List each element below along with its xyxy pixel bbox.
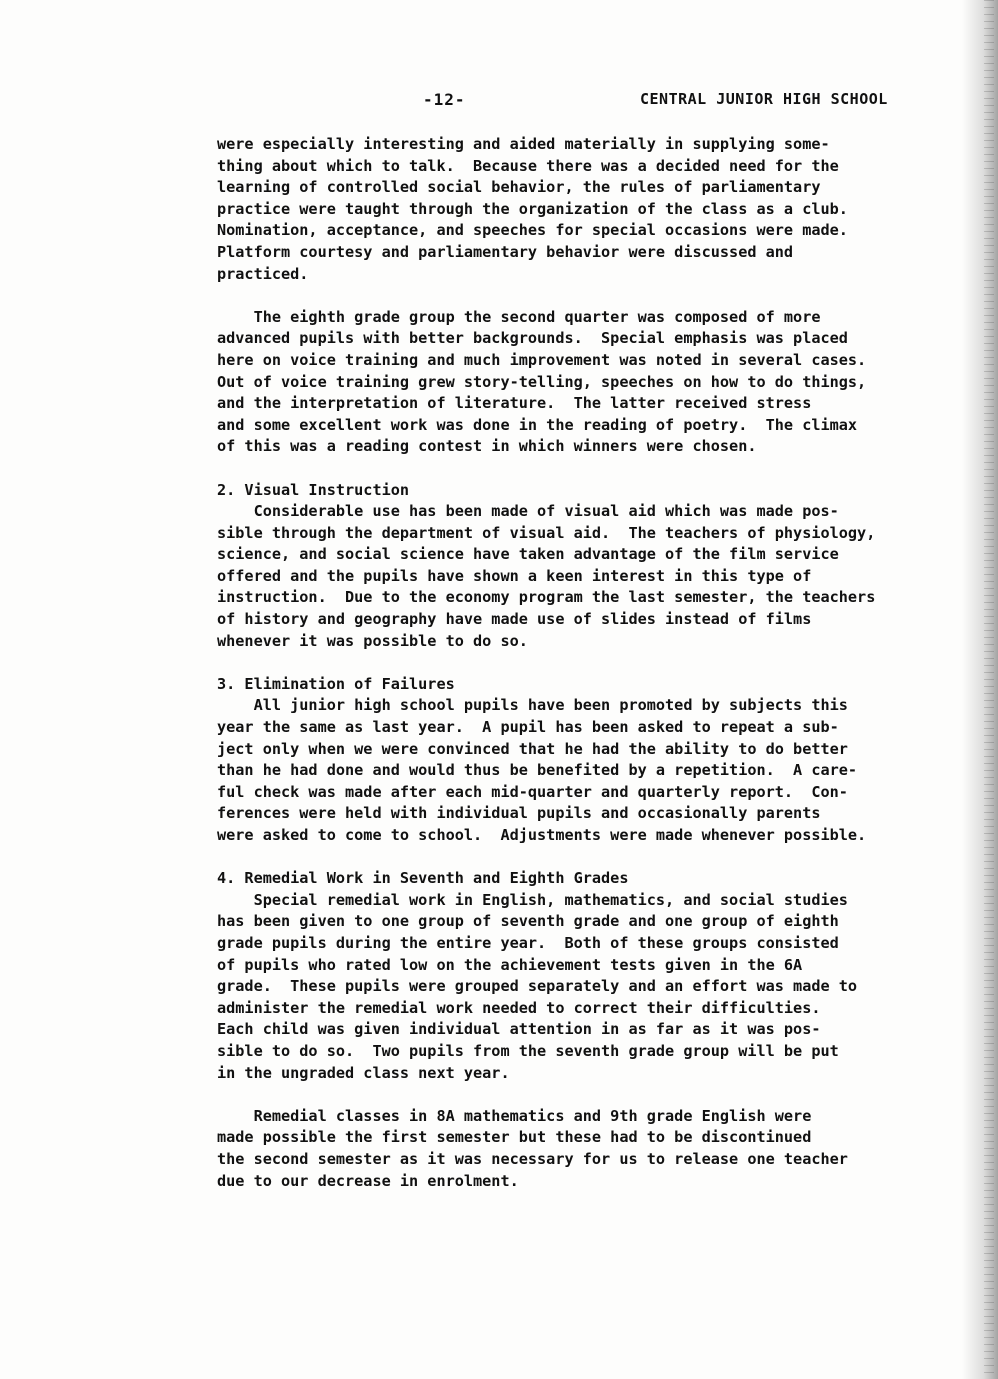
text-line: were asked to come to school. Adjustments were made whenever possible. [217, 826, 867, 844]
text-line: Nomination, acceptance, and speeches for special occasions were made. [217, 221, 848, 240]
page-edge-specks [984, 0, 994, 1379]
text-line: whenever it was possible to do so. [217, 631, 528, 650]
text-line: The eighth grade group the second quarter was composed of more [217, 307, 821, 326]
text-line: were especially interesting and aided materially in supplying some- [217, 135, 830, 153]
text-line: offered and the pupils have shown a keen interest in this type of [217, 566, 812, 585]
text-line: here on voice training and much improvement was noted in several cases. [217, 350, 867, 369]
paragraph-gap [217, 652, 977, 674]
text-line: of this was a reading contest in which winners were chosen. [217, 437, 757, 456]
text-line: Considerable use has been made of visual aid which was made pos- [217, 502, 839, 521]
text-line: practiced. [217, 264, 309, 283]
school-name: CENTRAL JUNIOR HIGH SCHOOL [640, 90, 888, 108]
paragraph-gap [217, 285, 977, 307]
text-line: of history and geography have made use of slides instead of films [217, 610, 812, 629]
text-line: advanced pupils with better backgrounds. Special emphasis was placed [217, 329, 848, 348]
page-number: -12- [423, 90, 466, 109]
text-line: Remedial classes in 8A mathematics and 9th grade English were [217, 1106, 812, 1125]
section-heading: 3. Elimination of Failures [217, 674, 455, 693]
text-line: grade. These pupils were grouped separately and an effort was made to [217, 977, 858, 996]
text-line: than he had done and would thus be benefited by a repetition. A care- [217, 761, 858, 780]
text-line: grade pupils during the entire year. Both of these groups consisted [217, 933, 839, 952]
text-line: Out of voice training grew story-telling, speeches on how to do things, [217, 372, 867, 391]
text-line: Special remedial work in English, mathematics, and social studies [217, 890, 848, 909]
paragraph [217, 134, 977, 285]
text-line: practice were taught through the organization of the class as a club. [217, 199, 848, 218]
text-line: Platform courtesy and parliamentary behavior were discussed and [217, 242, 794, 261]
text-line: ject only when we were convinced that he had the ability to do better [217, 739, 848, 758]
text-line: and the interpretation of literature. The latter received stress [217, 394, 812, 413]
text-line: and some excellent work was done in the reading of poetry. The climax [217, 415, 858, 434]
text-line: year the same as last year. A pupil has been asked to repeat a sub- [217, 718, 839, 737]
text-line: thing about which to talk. Because there was a decided need for the [217, 156, 839, 175]
section [217, 868, 977, 1084]
text-line: of pupils who rated low on the achievement tests given in the 6A [217, 955, 803, 974]
paragraph-gap [217, 458, 977, 480]
text-line: science, and social science have taken advantage of the film service [217, 545, 839, 564]
text-line: ful check was made after each mid-quarter and quarterly report. Con- [217, 782, 848, 801]
section [217, 480, 977, 653]
text-line: All junior high school pupils have been promoted by subjects this [217, 696, 848, 715]
text-line: ferences were held with individual pupils and occasionally parents [217, 804, 821, 823]
paragraph-gap [217, 1084, 977, 1106]
text-line: the second semester as it was necessary for us to release one teacher [217, 1149, 848, 1168]
page-header [0, 90, 998, 114]
text-line: has been given to one group of seventh grade and one group of eighth [217, 912, 839, 931]
paragraph [217, 1106, 977, 1192]
text-line: learning of controlled social behavior, the rules of parliamentary [217, 178, 821, 197]
text-line: administer the remedial work needed to correct their difficulties. [217, 998, 821, 1017]
text-line: Each child was given individual attention in as far as it was pos- [217, 1020, 821, 1039]
section-heading: 2. Visual Instruction [217, 480, 410, 499]
text-line: due to our decrease in enrolment. [217, 1171, 519, 1190]
text-line: made possible the first semester but these had to be discontinued [217, 1128, 812, 1147]
document-body [217, 134, 977, 1192]
section [217, 674, 977, 847]
text-line: sible to do so. Two pupils from the seventh grade group will be put [217, 1041, 839, 1060]
section-heading: 4. Remedial Work in Seventh and Eighth Grades [217, 869, 629, 888]
paragraph [217, 307, 977, 458]
text-line: in the ungraded class next year. [217, 1063, 510, 1082]
text-line: sible through the department of visual aid. The teachers of physiology, [217, 523, 876, 542]
text-line: instruction. Due to the economy program the last semester, the teachers [217, 588, 876, 607]
paragraph-gap [217, 847, 977, 869]
